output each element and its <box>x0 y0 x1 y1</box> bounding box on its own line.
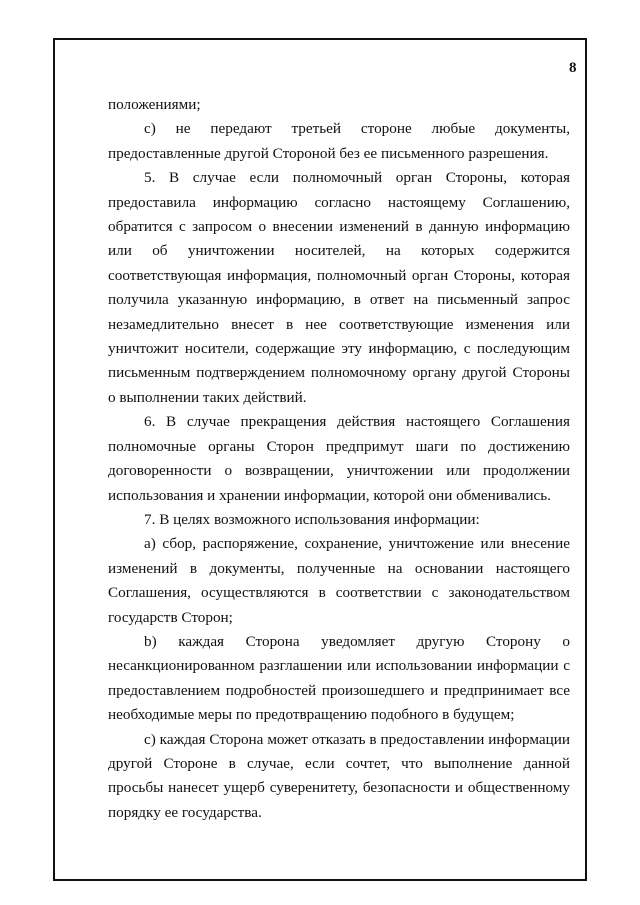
paragraph-6: 6. В случае прекращения действия настоящего Соглашения полномочные органы Сторон предпримут шаги по достижению договоренности о возвращении, уничтожении или продолжении использования и хранении информации, которой они обменивались. <box>108 413 570 504</box>
paragraph-item-c-second: c) каждая Сторона может отказать в предоставлении информации другой Стороне в случае, если сочтет, что выполнение данной просьбы нанесет ущерб суверенитету, безопасности и общественному порядку ее государства. <box>108 730 570 821</box>
paragraph-7: 7. В целях возможного использования информации: <box>144 510 480 528</box>
page-number: 8 <box>569 60 577 76</box>
document-body <box>108 93 570 825</box>
paragraph-item-a: а) сбор, распоряжение, сохранение, уничтожение или внесение изменений в документы, полученные на основании настоящего Соглашения, осуществляются в соответствии с законодательством государств Сторон; <box>108 535 570 626</box>
paragraph-5: 5. В случае если полномочный орган Стороны, которая предоставила информацию согласно настоящему Соглашению, обратится с запросом о внесении изменений в данную информацию или об уничтожении носителей, на которых содержится соответствующая информация, полномочный орган Стороны, которая получила указанную информацию, в ответ на письменный запрос незамедлительно внесет в нее соответствующие изменения или уничтожит носители, содержащие эту информацию, с последующим письменным подтверждением полномочному органу другой Стороны о выполнении таких действий. <box>108 169 570 406</box>
paragraph-item-b: b) каждая Сторона уведомляет другую Сторону о несанкционированном разглашении или использовании информации с предоставлением подробностей произошедшего и предпринимает все необходимые меры по предотвращению подобного в будущем; <box>108 632 570 724</box>
paragraph-continuation: положениями; <box>108 96 201 113</box>
paragraph-item-c-first: c) не передают третьей стороне любые документы, предоставленные другой Стороной без ее письменного разрешения. <box>108 120 570 162</box>
